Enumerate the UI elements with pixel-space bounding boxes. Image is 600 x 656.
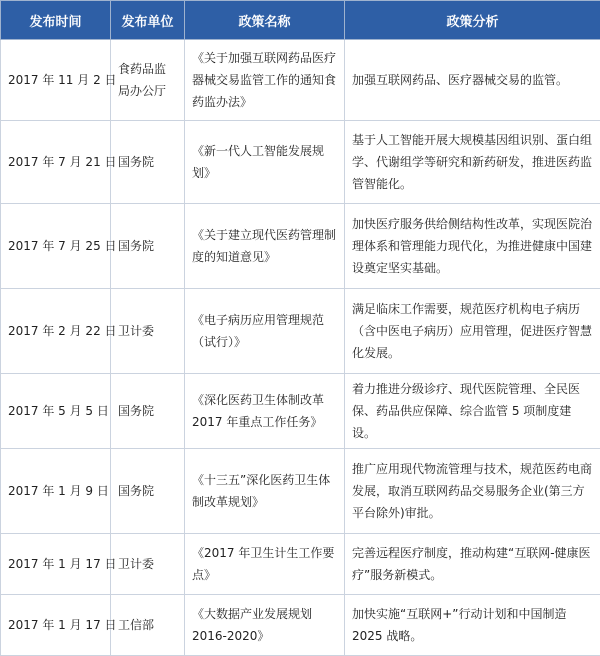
table-row xyxy=(1,374,600,449)
cell-unit: 工信部 xyxy=(111,595,185,656)
table-row xyxy=(1,40,600,121)
cell-analysis: 着力推进分级诊疗、现代医院管理、全民医保、药品供应保障、综合监管 5 项制度建设。 xyxy=(345,374,600,449)
cell-analysis: 加快实施“互联网+”行动计划和中国制造 2025 战略。 xyxy=(345,595,600,656)
cell-name: 《新一代人工智能发展规划》 xyxy=(185,121,345,204)
cell-name: 《关于加强互联网药品医疗器械交易监管工作的通知食药监办法》 xyxy=(185,40,345,121)
table-row xyxy=(1,121,600,204)
table-row xyxy=(1,204,600,289)
cell-date: 2017 年 5 月 5 日 xyxy=(1,374,111,449)
cell-analysis: 满足临床工作需要，规范医疗机构电子病历（含中医电子病历）应用管理，促进医疗智慧化发展。 xyxy=(345,289,600,374)
cell-name: 《大数据产业发展规划 2016-2020》 xyxy=(185,595,345,656)
cell-name: 《十三五”深化医药卫生体制改革规划》 xyxy=(185,449,345,534)
cell-name: 《关于建立现代医药管理制度的知道意见》 xyxy=(185,204,345,289)
cell-unit: 食药品监局办公厅 xyxy=(111,40,185,121)
header-date: 发布时间 xyxy=(1,1,111,40)
cell-unit: 国务院 xyxy=(111,121,185,204)
header-analysis: 政策分析 xyxy=(345,1,600,40)
table-row xyxy=(1,289,600,374)
header-unit: 发布单位 xyxy=(111,1,185,40)
cell-name: 《2017 年卫生计生工作要点》 xyxy=(185,534,345,595)
cell-date: 2017 年 7 月 25 日 xyxy=(1,204,111,289)
cell-date: 2017 年 1 月 17 日 xyxy=(1,534,111,595)
cell-date: 2017 年 1 月 17 日 xyxy=(1,595,111,656)
cell-name: 《电子病历应用管理规范（试行）》 xyxy=(185,289,345,374)
cell-date: 2017 年 11 月 2 日 xyxy=(1,40,111,121)
cell-analysis: 加强互联网药品、医疗器械交易的监管。 xyxy=(345,40,600,121)
table-row xyxy=(1,534,600,595)
cell-name: 《深化医药卫生体制改革 2017 年重点工作任务》 xyxy=(185,374,345,449)
cell-date: 2017 年 7 月 21 日 xyxy=(1,121,111,204)
table-header xyxy=(1,1,600,40)
table-row xyxy=(1,449,600,534)
cell-analysis: 完善远程医疗制度，推动构建“互联网-健康医疗”服务新模式。 xyxy=(345,534,600,595)
table-row xyxy=(1,595,600,656)
header-name: 政策名称 xyxy=(185,1,345,40)
cell-analysis: 推广应用现代物流管理与技术，规范医药电商发展，取消互联网药品交易服务企业(第三方平台除外)审批。 xyxy=(345,449,600,534)
cell-date: 2017 年 2 月 22 日 xyxy=(1,289,111,374)
cell-analysis: 加快医疗服务供给侧结构性改革，实现医院治理体系和管理能力现代化，为推进健康中国建设奠定坚实基础。 xyxy=(345,204,600,289)
table-body xyxy=(1,40,600,656)
cell-analysis: 基于人工智能开展大规模基因组识别、蛋白组学、代谢组学等研究和新药研发，推进医药监管智能化。 xyxy=(345,121,600,204)
cell-unit: 国务院 xyxy=(111,374,185,449)
cell-unit: 国务院 xyxy=(111,449,185,534)
cell-unit: 卫计委 xyxy=(111,534,185,595)
header-row xyxy=(1,1,600,40)
cell-unit: 国务院 xyxy=(111,204,185,289)
cell-date: 2017 年 1 月 9 日 xyxy=(1,449,111,534)
cell-unit: 卫计委 xyxy=(111,289,185,374)
